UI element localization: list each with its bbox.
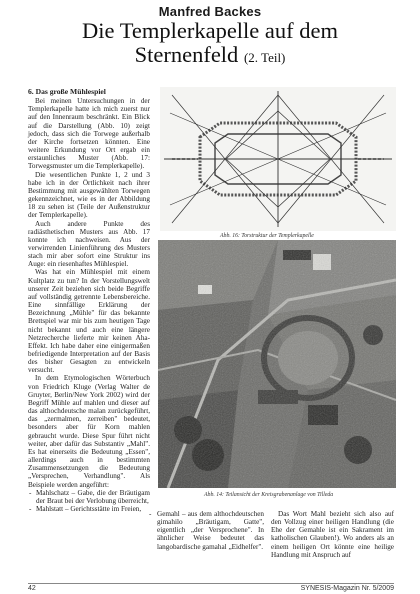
- left-column: [28, 88, 150, 513]
- author-name: Manfred Backes: [158, 4, 262, 19]
- article-title-part: (2. Teil): [243, 50, 286, 65]
- page-number: 42: [28, 585, 36, 592]
- footer-rule: [28, 583, 394, 584]
- paragraph-4: Was hat ein Mühlespiel mit einem Kultplatz zu tun? In der Vorstellungswelt unserer Zeit beziehen sich beide Begriffe auf vollständig getrennte Lebensbereiche. Eine sinnfällige Erklärung der Bezeichnung „Mühle" für das bekannte Brettspiel war mir bis zum heutigen Tage nicht bekannt und auch eine längere Netzrecherche lieferte mir keinen Aha-Effekt. Ich habe daher eine einigermaßen befriedigende Interpretation auf der Basis des bisher Gesagten zu entwickeln versucht.: [28, 268, 150, 375]
- list-item-gemahl: - Gemahl – aus dem althochdeutschen gimahilo „Bräutigam, Gatte", eigentlich „der Versprochene". In ähnlicher Weise bedeutet das langobardische gamahal „Eidhelfer".: [149, 510, 264, 551]
- paragraph-3: Auch andere Punkte des radiästhetischen Musters aus Abb. 17 konnte ich nachweisen. Aus der verwirrenden Linienführung des Musters stach mir aber sofort eine Struktur ins Auge: ein riesenhaftes Mühlespiel.: [28, 219, 150, 269]
- paragraph-2: Die wesentlichen Punkte 1, 2 und 3 habe ich in der Örtlichkeit nach ihrer Bestimmung mit ausgewählten Torwegen gekennzeichnet, wie es in der Abbildung 18 zu sehen ist (Teile der Außenstruktur der Templerkapelle).: [28, 170, 150, 220]
- figure-caption-2: Abb. 14: Teilansicht der Kreisgrabenanlage von Tilleda: [204, 492, 334, 498]
- middle-bottom-column: [149, 510, 264, 551]
- article-title-line2: [0, 43, 420, 70]
- aerial-photo-image: [158, 240, 396, 488]
- section-heading: 6. Das große Mühlespiel: [28, 87, 106, 96]
- list-item: - Mahlstatt – Gerichtsstätte im Freien,: [28, 505, 150, 513]
- example-list: [28, 489, 150, 513]
- paragraph-mahl: Das Wort Mahl bezieht sich also auf den Vollzug einer heiligen Handlung (die Ehe der Gemahle ist ein Sakrament im katholischen Glauben!). Wo anders als an einem heiligen Ort könnte eine heilige Handlung mit Anspruch auf: [271, 510, 394, 559]
- figure-aerial-photo: [158, 240, 396, 488]
- right-bottom-column: [271, 510, 394, 559]
- magazine-issue: SYNESIS-Magazin Nr. 5/2009: [300, 585, 394, 592]
- figure-caption-1: Abb. 16: Torstruktur der Templerkapelle: [220, 233, 314, 239]
- article-title-line1: Die Templerkapelle auf dem: [81, 18, 339, 43]
- list-item: - Mahlschatz – Gabe, die der Bräutigam der Braut bei der Verlobung überreicht,: [28, 489, 150, 505]
- paragraph-1: Bei meinen Untersuchungen in der Templerkapelle hatte ich mich zuerst nur auf den Innenraum beschränkt. Ein Blick auf die Darstellung (Abb. 10) zeigt jedoch, dass sich die Torwege außerhalb der Kirche fortsetzen könnten. Eine weitere Erkundung vor Ort ergab ein erstaunliches Muster (Abb. 17: Torwegsmuster um die Templerkapelle).: [28, 97, 150, 171]
- article-title-word: Sternenfeld: [134, 42, 239, 67]
- chapel-plan-drawing: [160, 87, 396, 231]
- paragraph-5: In dem Etymologischen Wörterbuch von Friedrich Kluge (Verlag Walter de Gruyter, Berlin/New York 2002) wird der Begriff Mühle auf mahlen und dieser auf das althochdeutsche malan zurückgeführt, das „zermalmen, zerreiben" bedeutet, besonders aber für Korn mahlen gebraucht wurde. Diese Spur führt nicht weiter, aber dafür das Substantiv „Mahl". Es hat einerseits die Bedeutung „Essen", allerdings auch in bestimmten Zusammensetzungen die Bedeutung „Versprechen, Verhandlung". Als Beispiele werden angeführt:: [28, 374, 150, 489]
- figure-chapel-plan: [160, 87, 396, 231]
